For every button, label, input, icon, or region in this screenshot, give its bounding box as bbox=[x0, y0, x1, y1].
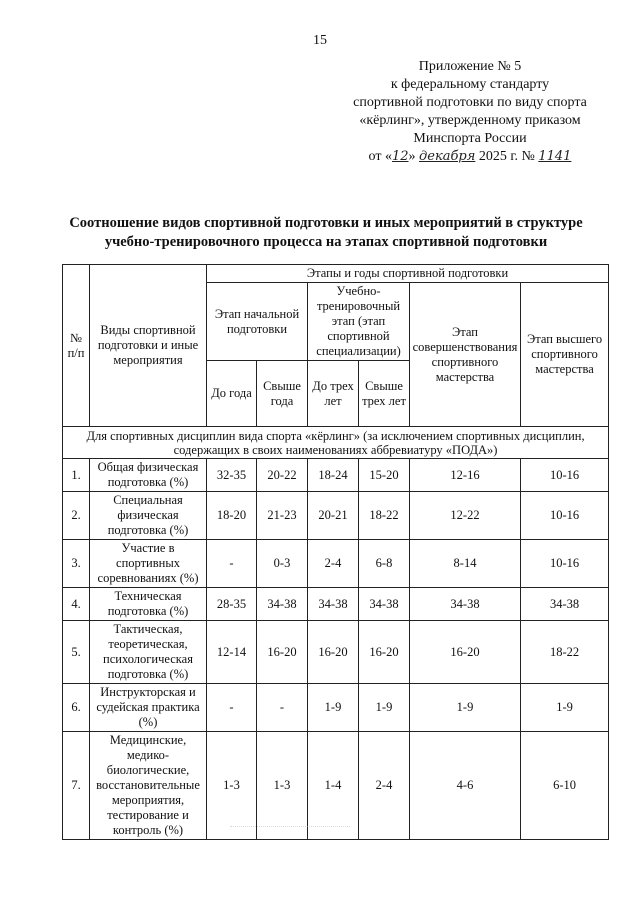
cell: 0-3 bbox=[257, 540, 308, 588]
row-name: Техническая подготовка (%) bbox=[90, 588, 207, 621]
date-prefix: от « bbox=[368, 149, 392, 164]
header-types: Виды спортивной подготовки и иные мероприятия bbox=[90, 265, 207, 427]
cell: 4-6 bbox=[410, 732, 521, 840]
header-initial-stage: Этап начальной подготовки bbox=[207, 283, 308, 361]
row-name: Участие в спортивных соревнованиях (%) bbox=[90, 540, 207, 588]
cell: 20-21 bbox=[308, 492, 359, 540]
order-date-line bbox=[330, 148, 610, 166]
cell: 34-38 bbox=[521, 588, 609, 621]
cell: 34-38 bbox=[257, 588, 308, 621]
title-line: учебно-тренировочного процесса на этапах спортивной подготовки bbox=[104, 234, 548, 250]
table-row bbox=[63, 540, 609, 588]
cell: 18-22 bbox=[359, 492, 410, 540]
row-num: 2. bbox=[63, 492, 90, 540]
cell: - bbox=[207, 540, 257, 588]
cell: 1-3 bbox=[257, 732, 308, 840]
cell: 2-4 bbox=[308, 540, 359, 588]
scan-artifact bbox=[230, 826, 350, 833]
row-num: 7. bbox=[63, 732, 90, 840]
cell: 16-20 bbox=[359, 621, 410, 684]
title-line: Соотношение видов спортивной подготовки и иных мероприятий в структуре bbox=[69, 215, 583, 231]
table-row bbox=[63, 621, 609, 684]
appendix-title: Приложение № 5 bbox=[418, 59, 522, 74]
row-name: Медицинские, медико-биологические, восстановительные мероприятия, тестирование и контроль (%) bbox=[90, 732, 207, 840]
cell: 1-4 bbox=[308, 732, 359, 840]
cell: - bbox=[257, 684, 308, 732]
header-improvement-stage: Этап совершенствования спортивного мастерства bbox=[410, 283, 521, 427]
cell: 28-35 bbox=[207, 588, 257, 621]
cell: 2-4 bbox=[359, 732, 410, 840]
cell: 20-22 bbox=[257, 459, 308, 492]
row-name: Тактическая, теоретическая, психологическая подготовка (%) bbox=[90, 621, 207, 684]
cell: 12-14 bbox=[207, 621, 257, 684]
cell: 18-24 bbox=[308, 459, 359, 492]
cell: 34-38 bbox=[410, 588, 521, 621]
row-num: 4. bbox=[63, 588, 90, 621]
cell: 1-9 bbox=[308, 684, 359, 732]
header-upto-three: До трех лет bbox=[308, 361, 359, 427]
header-num: № п/п bbox=[63, 265, 90, 427]
cell: 10-16 bbox=[521, 492, 609, 540]
cell: 16-20 bbox=[410, 621, 521, 684]
table-row bbox=[63, 459, 609, 492]
header-over-three: Свыше трех лет bbox=[359, 361, 410, 427]
cell: 6-10 bbox=[521, 732, 609, 840]
cell: 21-23 bbox=[257, 492, 308, 540]
cell: 15-20 bbox=[359, 459, 410, 492]
cell: 1-9 bbox=[359, 684, 410, 732]
cell: 12-22 bbox=[410, 492, 521, 540]
row-name: Общая физическая подготовка (%) bbox=[90, 459, 207, 492]
cell: 10-16 bbox=[521, 540, 609, 588]
table-row bbox=[63, 732, 609, 840]
cell: 10-16 bbox=[521, 459, 609, 492]
date-day: 12 bbox=[391, 149, 409, 164]
section-heading: Для спортивных дисциплин вида спорта «кёрлинг» (за исключением спортивных дисциплин, содержащих в своих наименованиях аббревиатуру «ПОДА») bbox=[63, 427, 609, 459]
cell: 32-35 bbox=[207, 459, 257, 492]
cell: 18-22 bbox=[521, 621, 609, 684]
table-row bbox=[63, 684, 609, 732]
appendix-line: к федеральному стандарту bbox=[390, 77, 550, 92]
cell: 1-3 bbox=[207, 732, 257, 840]
date-sep: » bbox=[408, 149, 416, 164]
date-month: декабря bbox=[419, 149, 476, 164]
cell: 6-8 bbox=[359, 540, 410, 588]
cell: 16-20 bbox=[308, 621, 359, 684]
appendix-line: «кёрлинг», утвержденному приказом bbox=[359, 113, 581, 128]
cell: 1-9 bbox=[410, 684, 521, 732]
header-highest-stage: Этап высшего спортивного мастерства bbox=[521, 283, 609, 427]
row-name: Специальная физическая подготовка (%) bbox=[90, 492, 207, 540]
header-upto-year: До года bbox=[207, 361, 257, 427]
document-title bbox=[40, 214, 612, 252]
appendix-line: Минспорта России bbox=[413, 131, 527, 146]
ratio-table bbox=[62, 264, 609, 840]
cell: 18-20 bbox=[207, 492, 257, 540]
date-year: 2025 г. № bbox=[478, 149, 535, 164]
cell: 1-9 bbox=[521, 684, 609, 732]
appendix-line: спортивной подготовки по виду спорта bbox=[353, 95, 587, 110]
row-num: 3. bbox=[63, 540, 90, 588]
cell: 34-38 bbox=[308, 588, 359, 621]
row-name: Инструкторская и судейская практика (%) bbox=[90, 684, 207, 732]
cell: - bbox=[207, 684, 257, 732]
table-row bbox=[63, 492, 609, 540]
appendix-header bbox=[330, 58, 610, 166]
page-number: 15 bbox=[313, 33, 327, 48]
header-training-stage: Учебно-тренировочный этап (этап спортивной специализации) bbox=[308, 283, 410, 361]
row-num: 6. bbox=[63, 684, 90, 732]
header-over-year: Свыше года bbox=[257, 361, 308, 427]
row-num: 5. bbox=[63, 621, 90, 684]
row-num: 1. bbox=[63, 459, 90, 492]
table-row bbox=[63, 588, 609, 621]
cell: 12-16 bbox=[410, 459, 521, 492]
header-stages: Этапы и годы спортивной подготовки bbox=[207, 265, 609, 283]
cell: 16-20 bbox=[257, 621, 308, 684]
order-number: 1141 bbox=[538, 149, 572, 164]
cell: 34-38 bbox=[359, 588, 410, 621]
cell: 8-14 bbox=[410, 540, 521, 588]
